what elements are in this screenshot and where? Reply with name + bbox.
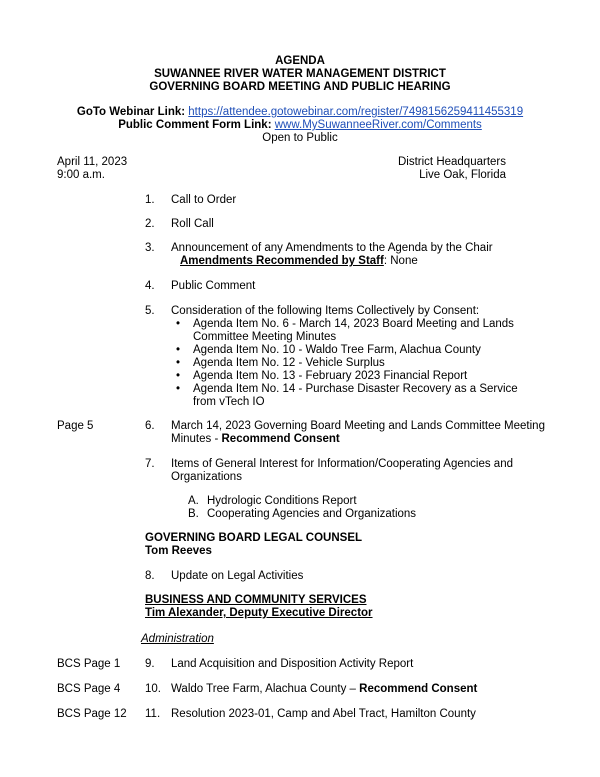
item-amendments: Announcement of any Amendments to the Agenda by the Chair xyxy=(171,242,493,254)
item-number: 2. xyxy=(145,218,155,230)
webinar-link[interactable]: https://attendee.gotowebinar.com/register/7498156259411455319 xyxy=(188,106,524,118)
business-name: Tim Alexander, Deputy Executive Director xyxy=(145,607,373,619)
open-to-public: Open to Public xyxy=(262,132,338,144)
item-number: 5. xyxy=(145,305,155,317)
business-heading: BUSINESS AND COMMUNITY SERVICES xyxy=(145,594,367,606)
item-number: 3. xyxy=(145,242,155,254)
consent-bullet: Agenda Item No. 13 - February 2023 Financial Report xyxy=(193,370,468,382)
consent-bullet: Agenda Item No. 14 - Purchase Disaster Recovery as a Service from vTech IO xyxy=(193,383,518,408)
item-resolution: Resolution 2023-01, Camp and Abel Tract, Hamilton County xyxy=(171,708,476,720)
item-general-interest: Items of General Interest for Information/Cooperating Agencies and xyxy=(171,458,513,470)
item-number: 8. xyxy=(145,570,155,582)
subsection-heading: Administration xyxy=(141,633,214,645)
item-number: 9. xyxy=(145,658,155,670)
item-number: 11. xyxy=(145,708,161,720)
meeting-time: 9:00 a.m. xyxy=(57,169,105,181)
item-waldo-tree-farm xyxy=(171,683,477,696)
amendments-sub xyxy=(180,255,418,268)
webinar-label: GoTo Webinar Link: xyxy=(76,106,186,118)
item-call-to-order: Call to Order xyxy=(171,194,237,206)
comment-line xyxy=(0,119,600,132)
item-number: 6. xyxy=(145,420,155,432)
item-legal-activities: Update on Legal Activities xyxy=(171,570,304,582)
sub-item: Cooperating Agencies and Organizations xyxy=(207,508,417,520)
item-public-comment: Public Comment xyxy=(171,280,256,292)
item-minutes-line2: Minutes - xyxy=(171,433,222,445)
webinar-line xyxy=(0,106,600,119)
district-name: SUWANNEE RIVER WATER MANAGEMENT DISTRICT xyxy=(154,68,446,80)
meeting-date: April 11, 2023 xyxy=(57,156,128,168)
page-reference: BCS Page 12 xyxy=(57,708,127,720)
item-number: 10. xyxy=(145,683,161,695)
comment-label: Public Comment Form Link: xyxy=(118,119,272,131)
sub-letter: B. xyxy=(188,508,199,520)
bullet-icon: • xyxy=(176,318,181,330)
item-number: 7. xyxy=(145,458,155,470)
bullet-icon: • xyxy=(176,383,181,395)
sub-item: Hydrologic Conditions Report xyxy=(207,495,357,507)
page-reference: Page 5 xyxy=(57,420,94,432)
meeting-place: District Headquarters xyxy=(397,156,506,168)
agenda-title: AGENDA xyxy=(275,55,325,67)
meeting-city: Live Oak, Florida xyxy=(419,169,506,181)
item-number: 1. xyxy=(145,194,155,206)
item-minutes-cont xyxy=(171,433,340,446)
item-consent: Consideration of the following Items Collectively by Consent: xyxy=(171,305,480,317)
amendments-sub-label: Amendments Recommended by Staff xyxy=(180,255,384,267)
amendments-sub-value: : None xyxy=(383,255,418,267)
item-waldo-text: Waldo Tree Farm, Alachua County – xyxy=(171,683,360,695)
page-reference: BCS Page 4 xyxy=(57,683,121,695)
bullet-icon: • xyxy=(176,370,181,382)
item-land-acquisition: Land Acquisition and Disposition Activity Report xyxy=(171,658,414,670)
consent-bullet: Agenda Item No. 6 - March 14, 2023 Board Meeting and Lands Committee Meeting Minutes xyxy=(193,318,514,343)
legal-name: Tom Reeves xyxy=(145,545,212,557)
item-general-interest-cont: Organizations xyxy=(171,471,242,483)
item-roll-call: Roll Call xyxy=(171,218,214,230)
comment-form-link[interactable]: www.MySuwanneeRiver.com/Comments xyxy=(274,119,482,131)
consent-bullet: Agenda Item No. 10 - Waldo Tree Farm, Alachua County xyxy=(193,344,481,356)
meeting-type: GOVERNING BOARD MEETING AND PUBLIC HEARING xyxy=(149,81,451,93)
bullet-icon: • xyxy=(176,344,181,356)
item-minutes: March 14, 2023 Governing Board Meeting and Lands Committee Meeting xyxy=(171,420,545,432)
sub-letter: A. xyxy=(188,495,199,507)
page-reference: BCS Page 1 xyxy=(57,658,121,670)
consent-bullet: Agenda Item No. 12 - Vehicle Surplus xyxy=(193,357,385,369)
legal-heading: GOVERNING BOARD LEGAL COUNSEL xyxy=(145,532,363,544)
recommend-consent: Recommend Consent xyxy=(221,433,340,445)
item-number: 4. xyxy=(145,280,155,292)
recommend-consent: Recommend Consent xyxy=(359,683,478,695)
bullet-icon: • xyxy=(176,357,181,369)
